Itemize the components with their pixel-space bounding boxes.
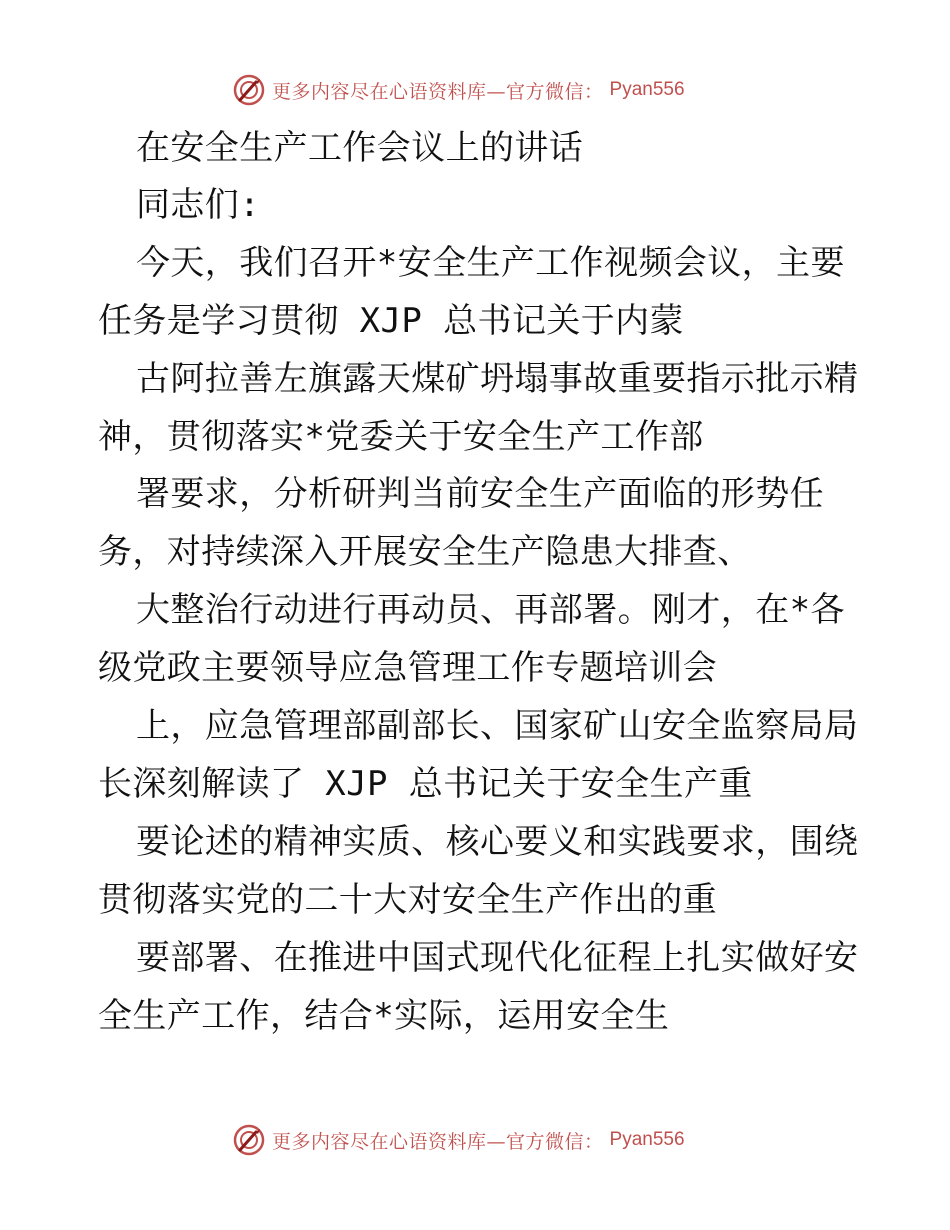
text-line: 级党政主要领导应急管理工作专题培训会 <box>98 648 718 688</box>
header-watermark-text: 更多内容尽在心语资料库—官方微信： <box>272 80 604 103</box>
header-watermark <box>232 72 685 108</box>
text-line: 要论述的精神实质、核心要义和实践要求，围绕 <box>136 822 859 862</box>
text-line: 今天，我们召开*安全生产工作视频会议，主要 <box>136 243 845 283</box>
logo-icon <box>232 73 266 107</box>
text-line: 务，对持续深入开展安全生产隐患大排查、 <box>98 532 752 572</box>
speech-title: 在安全生产工作会议上的讲话 <box>136 128 584 168</box>
text-line: 神，贯彻落实*党委关于安全生产工作部 <box>98 417 704 457</box>
text-line: 要部署、在推进中国式现代化征程上扎实做好安 <box>136 938 859 978</box>
text-line: 长深刻解读了 XJP 总书记关于安全生产重 <box>98 764 753 804</box>
text-line: 贯彻落实党的二十大对安全生产作出的重 <box>98 880 718 920</box>
text-line: 全生产工作，结合*实际，运用安全生 <box>98 996 670 1036</box>
salutation: 同志们: <box>136 185 261 225</box>
footer-watermark-id: Pyan556 <box>609 1129 685 1150</box>
logo-icon <box>232 1123 266 1157</box>
text-line: 大整治行动进行再动员、再部署。刚才，在*各 <box>136 590 845 630</box>
footer-watermark <box>232 1122 685 1158</box>
footer-watermark-text: 更多内容尽在心语资料库—官方微信： <box>272 1130 604 1153</box>
header-watermark-id: Pyan556 <box>609 79 685 100</box>
text-line: 古阿拉善左旗露天煤矿坍塌事故重要指示批示精 <box>136 359 859 399</box>
text-line: 上，应急管理部副部长、国家矿山安全监察局局 <box>136 706 859 746</box>
text-line: 任务是学习贯彻 XJP 总书记关于内蒙 <box>98 301 684 341</box>
text-line: 署要求，分析研判当前安全生产面临的形势任 <box>136 474 824 514</box>
